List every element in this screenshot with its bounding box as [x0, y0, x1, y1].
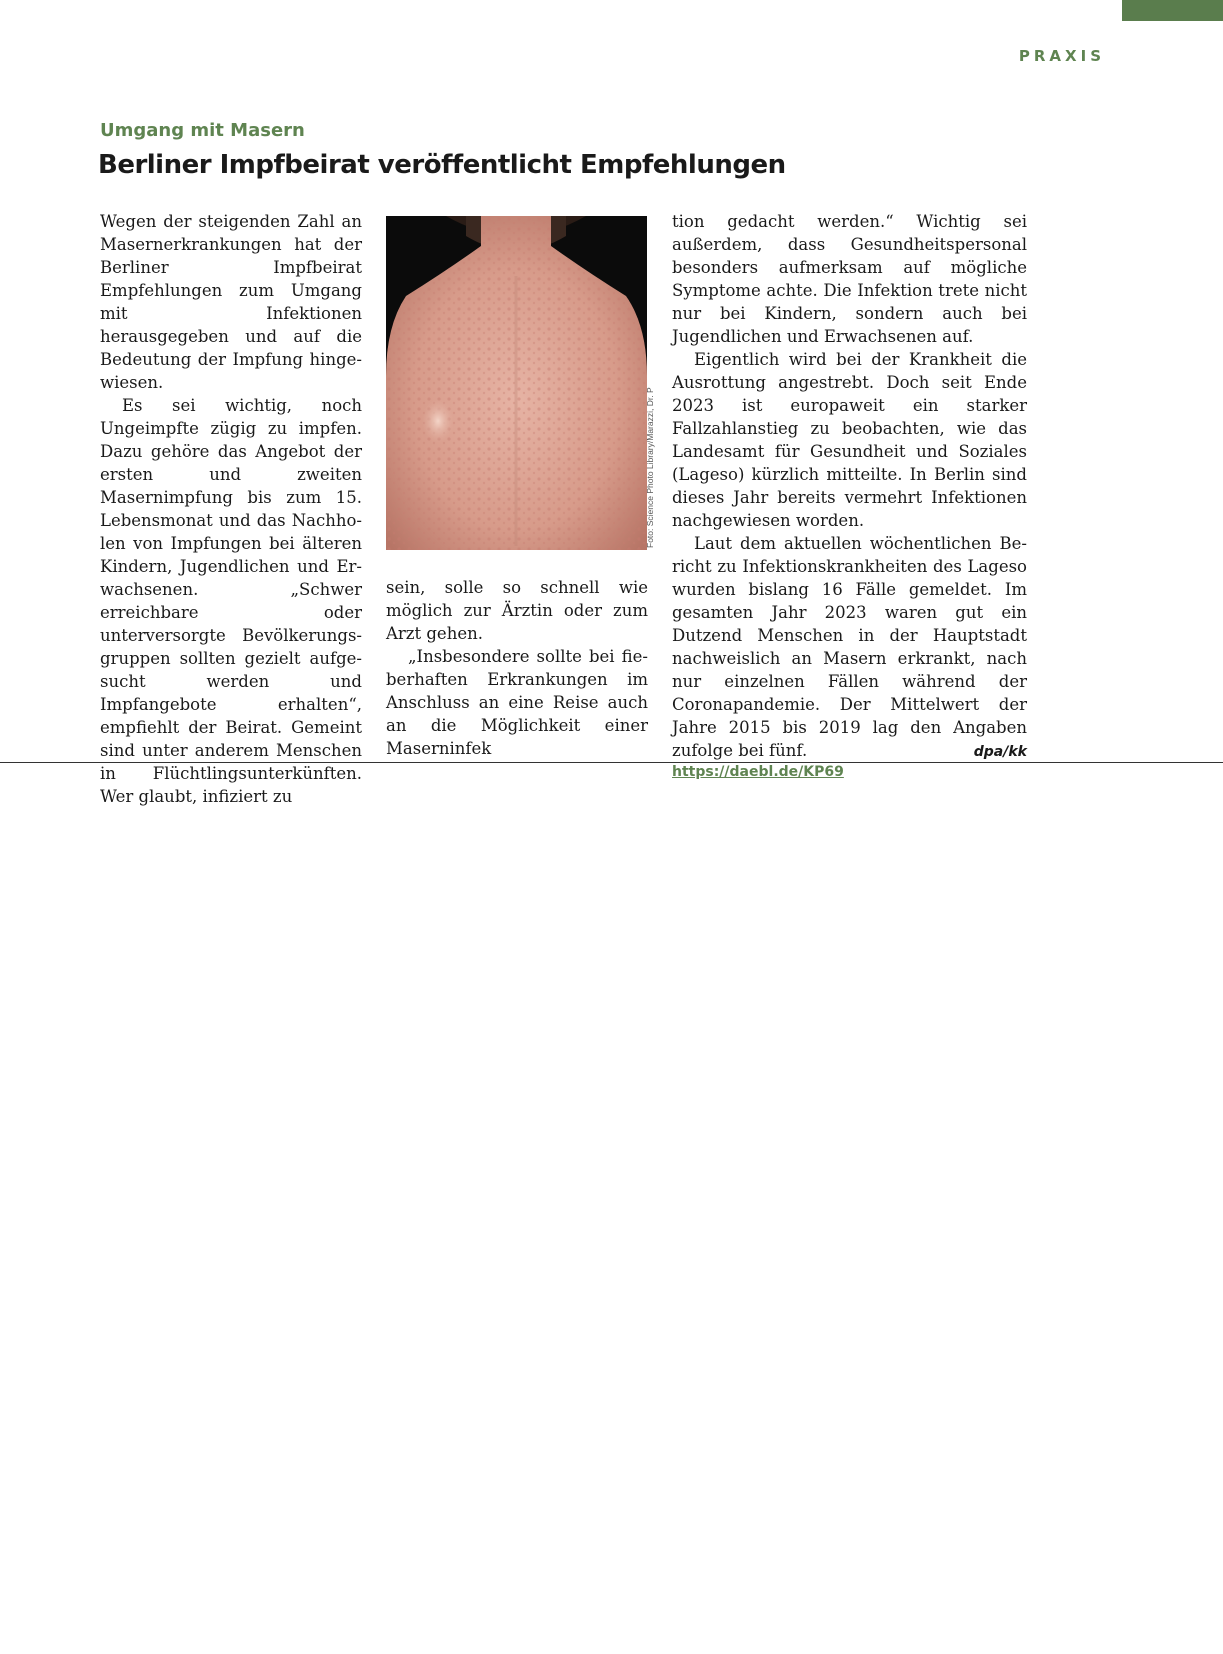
section-label: PRAXIS [1018, 47, 1105, 65]
photo-credit: Foto: Science Photo Library/Marazzi, Dr. P [645, 387, 655, 548]
photo-illustration [386, 216, 647, 550]
paragraph: tion gedacht werden.“ Wichtig sei außerdem, dass Gesundheitspersonal besonders aufmerksam auf mögliche Symptome achte. Die Infektion trete nicht nur bei Kindern, sondern auch bei Jugendlichen und Erwachsenen auf. [672, 212, 1027, 346]
section-color-tab [1122, 0, 1223, 21]
paragraph: „Insbesondere sollte bei fieberhaften Erkrankungen im Anschluss an eine Reise auch an die Möglichkeit einer Maserninfek [386, 647, 648, 758]
article-headline: Berliner Impfbeirat veröffentlicht Empfehlungen [98, 150, 786, 180]
page-divider [0, 762, 1223, 763]
article-column-3 [672, 210, 1027, 782]
source-link[interactable]: https://daebl.de/KP69 [672, 764, 844, 780]
paragraph: Eigentlich wird bei der Krankheit die Ausrottung angestrebt. Doch seit Ende 2023 ist europaweit ein starker Fallzahlanstieg zu beobachten, wie das Landesamt für Gesundheit und Soziales (Lageso) kürzlich mitteilte. In Berlin sind dieses Jahr bereits vermehrt Infektionen nachgewiesen worden. [672, 350, 1027, 530]
measles-rash-photo [386, 216, 647, 550]
paragraph [672, 532, 1027, 762]
article-column-2 [386, 576, 648, 760]
paragraph: Wegen der steigenden Zahl an Masernerkrankungen hat der Berliner Impfbeirat Empfehlungen zum Umgang mit Infektionen herausgegeben und auf die Bedeutung der Impfung hingewiesen. [100, 212, 362, 392]
article-column-1 [100, 210, 362, 808]
paragraph: Es sei wichtig, noch Ungeimpfte zügig zu impfen. Dazu gehöre das Angebot der ersten und zweiten Masernimpfung bis zum 15. Lebensmonat und das Nachholen von Impfungen bei älteren Kindern, Jugendlichen und Erwachsenen. „Schwer erreichbare oder unterversorgte Bevölkerungsgruppen sollten gezielt aufgesucht werden und Impfangebote erhalten“, empfiehlt der Beirat. Gemeint sind unter anderem Menschen in Flüchtlingsunterkünften. Wer glaubt, infiziert zu [100, 396, 362, 806]
article-kicker: Umgang mit Masern [100, 120, 305, 141]
author-signature: dpa/kk [973, 744, 1027, 760]
paragraph: sein, solle so schnell wie möglich zur Ärztin oder zum Arzt gehen. [386, 578, 648, 643]
paragraph-text: Laut dem aktuellen wöchentlichen Bericht zu Infektionskrankheiten des Lageso wurden bislang 16 Fälle gemeldet. Im gesamten Jahr 2023 waren gut ein Dutzend Menschen in der Hauptstadt nachweislich an Masern erkrankt, nach nur einzelnen Fällen während der Coronapandemie. Der Mittelwert der Jahre 2015 bis 2019 lag den Angaben zufolge bei fünf. [672, 534, 1027, 760]
